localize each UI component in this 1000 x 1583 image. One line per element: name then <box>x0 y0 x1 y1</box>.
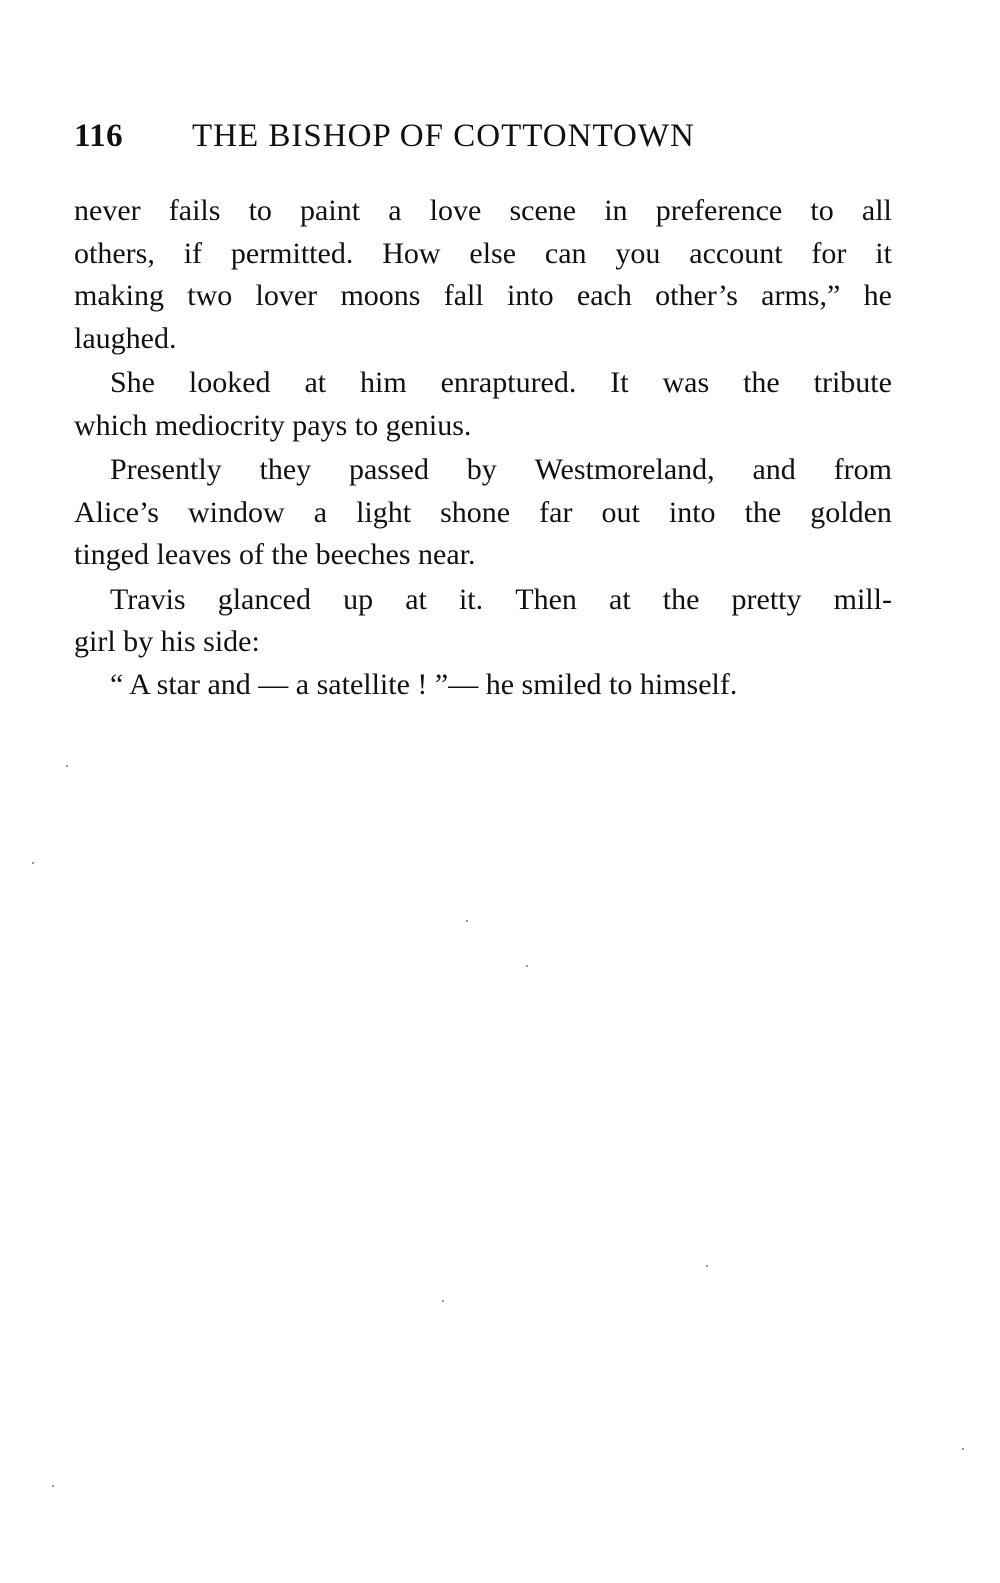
scan-speck <box>706 1265 708 1267</box>
paragraph <box>74 579 892 664</box>
book-page <box>74 118 892 706</box>
text-line: Presently they passed by Westmoreland, and from <box>110 453 892 486</box>
scan-speck <box>962 1448 964 1450</box>
text-line: tinged leaves of the beeches near. <box>74 538 476 571</box>
text-line: She looked at him enraptured. It was the tribute <box>110 366 892 399</box>
body-text <box>74 190 892 706</box>
text-line: which mediocrity pays to genius. <box>74 408 472 442</box>
paragraph <box>74 362 892 447</box>
text-line: Alice’s window a light shone far out into the golden <box>74 495 892 529</box>
text-line: “ A star and — a satellite ! ”— he smiled to himself. <box>110 667 738 701</box>
scan-speck <box>52 1485 54 1487</box>
paragraph <box>74 664 892 707</box>
scan-speck <box>466 920 468 922</box>
paragraph <box>74 190 892 360</box>
text-line: never fails to paint a love scene in preference to all <box>74 194 892 227</box>
text-line: making two lover moons fall into each other’s arms,” he <box>74 279 892 312</box>
scan-speck <box>442 1300 444 1302</box>
paragraph <box>74 449 892 577</box>
text-line: girl by his side: <box>74 625 260 658</box>
scan-speck <box>526 965 528 967</box>
running-title: THE BISHOP OF COTTONTOWN <box>192 118 695 154</box>
scan-speck <box>32 862 34 864</box>
scan-speck <box>66 765 68 767</box>
page-number: 116 <box>74 118 124 154</box>
page-header <box>74 118 892 166</box>
text-line: Travis glanced up at it. Then at the pretty mill- <box>110 582 892 616</box>
text-line: others, if permitted. How else can you account for it <box>74 236 892 270</box>
text-line: laughed. <box>74 321 177 355</box>
